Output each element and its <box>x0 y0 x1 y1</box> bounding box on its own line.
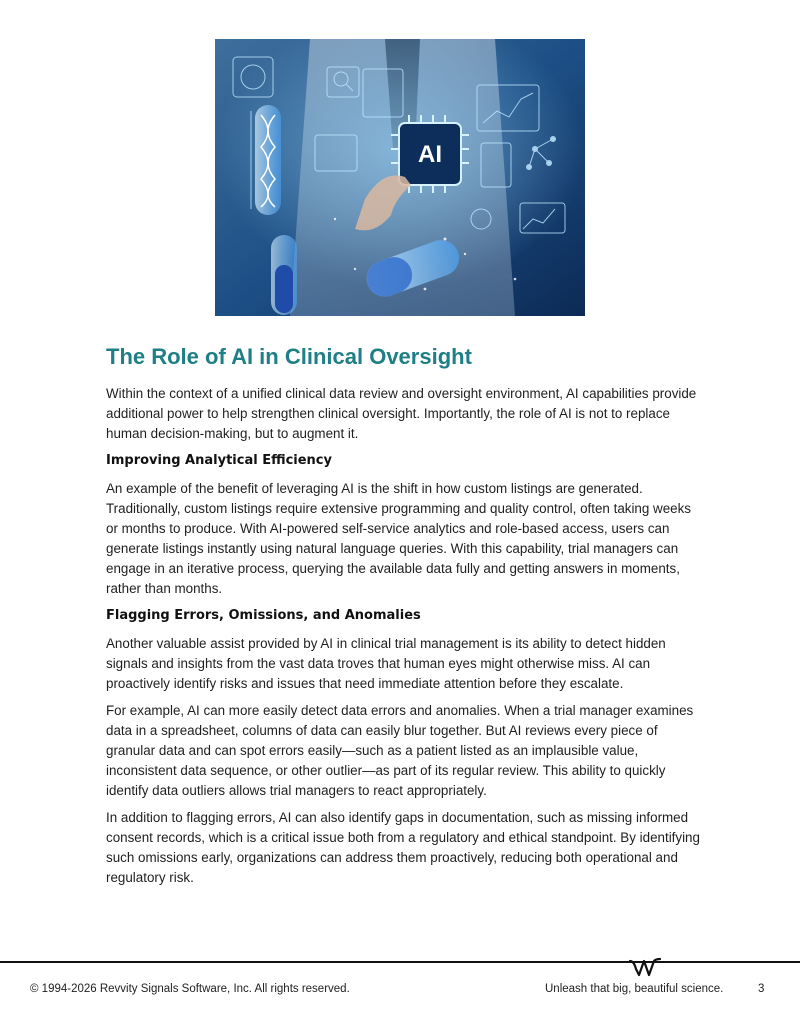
flagging-errors-paragraph-2: For example, AI can more easily detect data errors and anomalies. When a trial manager examines data in a spreadsheet, columns of data can easily blur together. But AI reviews every piece of granular data and can spot errors easily—such as a patient listed as an implausible value, inconsistent data sequence, or other outlier—as part of its regular review. This ability to quickly identify data outliers allows trial managers to react appropriately. <box>106 703 694 798</box>
section-heading-analytical-efficiency: Improving Analytical Efficiency <box>106 453 332 468</box>
footer-divider <box>0 961 800 963</box>
article-body <box>106 342 706 895</box>
page-number: 3 <box>758 983 765 995</box>
hero-image <box>215 39 585 316</box>
page-title: The Role of AI in Clinical Oversight <box>106 344 472 369</box>
intro-paragraph: Within the context of a unified clinical data review and oversight environment, AI capabilities provide additional power to help strengthen clinical oversight. Importantly, the role of AI is not to replace human decision-making, but to augment it. <box>106 386 697 441</box>
footer-copyright: © 1994-2026 Revvity Signals Software, Inc. All rights reserved. <box>30 983 350 995</box>
analytical-efficiency-paragraph: An example of the benefit of leveraging AI is the shift in how custom listings are generated. Traditionally, custom listings require extensive programming and quality control, often taking weeks or months to produce. With AI-powered self-service analytics and role-based access, users can generate listings instantly using natural language queries. With this capability, trial managers can engage in an iterative process, querying the available data fully and getting answers in moments, rather than months. <box>106 481 692 596</box>
ai-chip-label: AI <box>418 141 442 168</box>
footer-tagline: Unleash that big, beautiful science. <box>545 983 724 995</box>
flagging-errors-paragraph-1: Another valuable assist provided by AI in clinical trial management is its ability to detect hidden signals and insights from the vast data troves that human eyes might otherwise miss. AI can proactively identify risks and issues that need immediate attention before they escalate. <box>106 636 666 691</box>
revvity-logo-icon <box>628 955 662 982</box>
flagging-errors-paragraph-3: In addition to flagging errors, AI can also identify gaps in documentation, such as missing informed consent records, which is a critical issue both from a regulatory and ethical standpoint. By identifying such omissions early, organizations can address them proactively, reducing both operational and regulatory risk. <box>106 810 700 885</box>
section-heading-flagging-errors: Flagging Errors, Omissions, and Anomalies <box>106 608 421 623</box>
